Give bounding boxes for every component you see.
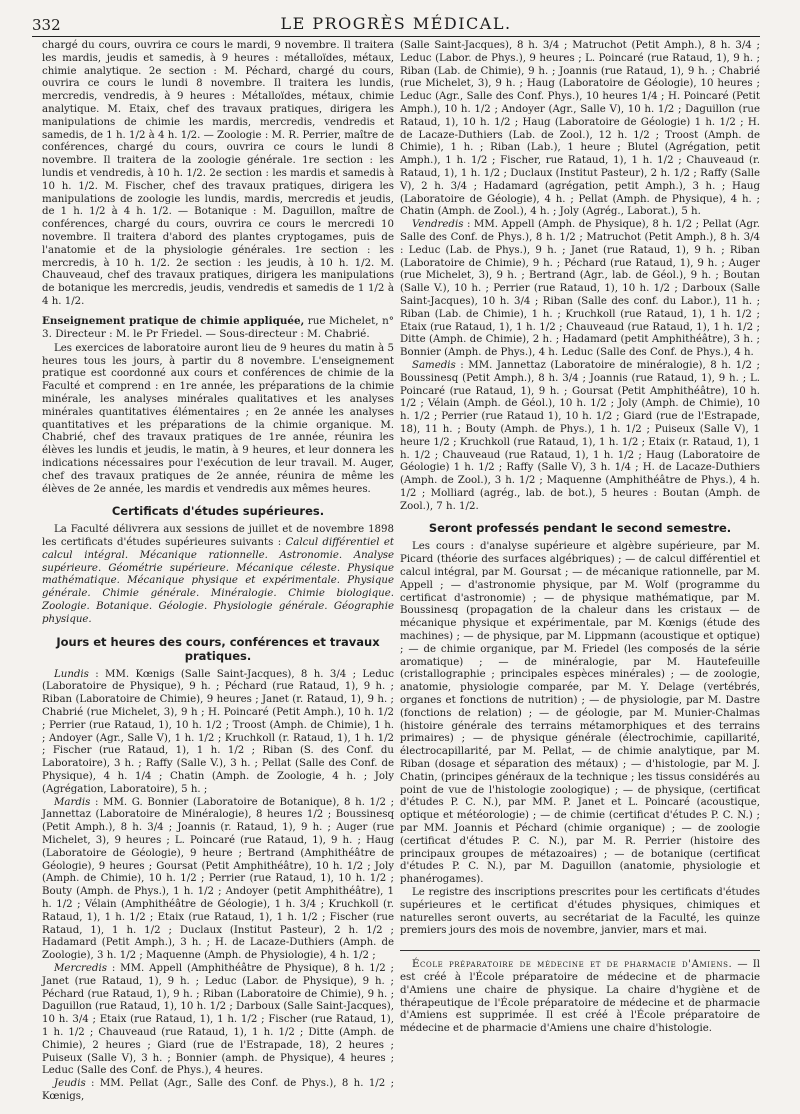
schedule-text-jeudis: : MM. Pellat (Agr., Salle des Conf. de Phys.), 8 h. 1/2 ; Kœnigs,: [42, 1078, 394, 1102]
schedule-jeudis: [42, 1078, 394, 1104]
schedule-samedis: [400, 360, 760, 514]
page-header: [32, 10, 760, 37]
schedule-vendredis: [400, 219, 760, 360]
day-label-jeudis: Jeudis: [54, 1078, 86, 1090]
page-number: 332: [32, 16, 61, 34]
paragraph-second-semestre: Les cours : d'analyse supérieure et algèbre supérieure, par M. Picard (théorie des surfaces algébriques) ; — de calcul différentiel et calcul intégral, par M. Goursat ; — de mécanique rationnelle, par M. Appell ; — d'astronomie physique, par M. Wolf (programme du certificat d'astronomie) ; — de physique mathématique, par M. Boussinesq (propagation de la chaleur dans les cristaux — de mécanique physique et expérimentale, par M. Kœnigs (étude des machines) ; — de physique, par M. Lippmann (acoustique et optique) ; — de chimie organique, par M. Friedel (les composés de la série aromatique) ; — de minéralogie, par M. Hautefeuille (cristallographie ; principales espèces minérales) ; — de zoologie, anatomie, physiologie comparée, par M. Y. Delage (vertébrés, organes et fonctions de nutrition) ; — de physiologie, par M. Dastre (fonctions de relation) ; — de géologie, par M. Munier-Chalmas (histoire générale des terrains métamorphiques et des terrains primaires) ; — de physique générale (électrochimie, capillarité, électrocapillarité, par M. Pellat, — de chimie analytique, par M. Riban (dosage et séparation des métaux) ; — d'histologie, par M. J. Chatin, (principes généraux de la technique ; les tissus considérés au point de vue de l'histologie zoologique) ; — de physique, (certificat d'études P. C. N.), par MM. P. Janet et L. Poincaré (acoustique, optique et météorologie) ; — de chimie (certificat d'études P. C. N.) ; par MM. Joannis et Péchard (chimie organique) ; — de zoologie (certificat d'études P. C. N.), par M. R. Perrier (histoire des principaux groupes de métazoaires) ; — de botanique (certificat d'études P. C. N.), par M. Daguillon (anatomie, physiologie et phanérogames).: [400, 541, 760, 886]
schedule-text-mardis: : MM. G. Bonnier (Laboratoire de Botanique), 8 h. 1/2 ; Jannettaz (Laboratoire de Minéralogie), 8 heures 1/2 ; Boussinesq (Petit Amph.), 8 h. 3/4 ; Joannis (r. Rataud, 1), 9 h. ; Auger (rue Michelet, 3), 9 heures ; L. Poincaré (rue Rataud, 1), 9 h. ; Haug (Laboratoire de Géologie), 9 heure ; Bertrand (Amphithéâtre de Géologie), 9 heures ; Goursat (Petit Amphithéâtre), 10 h. 1/2 ; Joly (Amph. de Chimie), 10 h. 1/2 ; Perrier (rue Rataud, 1), 10 h. 1/2 ; Bouty (Amph. de Phys.), 1 h. 1/2 ; Andoyer (petit Amphithéâtre), 1 h. 1/2 ; Vélain (Amphithéâtre de Géologie), 1 h. 3/4 ; Kruchkoll (r. Rataud, 1), 1 h. 1/2 ; Etaix (rue Rataud, 1), 1 h. 1/2 ; Fischer (rue Rataud, 1), 1 h. 1/2 ; Duclaux (Institut Pasteur), 2 h. 1/2 ; Hadamard (Petit Amph.), 3 h. ; H. de Lacaze-Duthiers (Amph. de Zoologie), 3 h. 1/2 ; Maquenne (Amph. de Physiologie), 4 h. 1/2 ;: [42, 796, 394, 962]
heading-chimie-title: Enseignement pratique de chimie appliquée,: [42, 314, 305, 327]
heading-certificats: Certificats d'études supérieures.: [111, 504, 325, 519]
day-label-mercredis: Mercredis: [54, 963, 107, 974]
day-label-vendredis: Vendredis: [412, 219, 464, 231]
section-divider: [400, 950, 760, 951]
paragraph-registre: Le registre des inscriptions prescrites pour les certificats d'études supérieures et le certificat d'études physiques, chimiques et naturelles seront ouverts, au secrétariat de la Faculté, les quinze premiers jours des mois de novembre, janvier, mars et mai.: [400, 887, 760, 937]
schedule-lundis: [42, 669, 394, 797]
ecole-text: — Il est créé à l'École préparatoire de médecine et de pharmacie d'Amiens une chaire de physique. La chaire d'hygiène et de thérapeutique de l'École préparatoire de médecine et de pharmacie d'Amiens est supprimée. Il est créé à l'École préparatoire de médecine et de pharmacie d'Amiens une chaire d'histologie.: [400, 959, 760, 1035]
paragraph-laboratoire: Les exercices de laboratoire auront lieu de 9 heures du matin à 5 heures tous les jours, à partir du 8 novembre. L'enseignement pratique est coordonné aux cours et conférences de chimie de la Faculté et comprend : en 1re année, les préparations de la chimie minérale, les analyses minérales qualitatives et les analyses minérales quantitatives élémentaires ; en 2e année les analyses quantitatives et les préparations de la chimie organique. M. Chabrié, chef des travaux pratiques de 1re année, réunira les élèves les lundis et jeudis, le matin, à 9 heures, et leur donnera les indications nécessaires pour l'exécution de leur travail. M. Auger, chef des travaux pratiques de 2e année, réunira de même les élèves de 2e année, les mardis et vendredis aux mêmes heures.: [42, 342, 394, 495]
day-label-mardis: Mardis: [54, 796, 91, 808]
heading-chimie-directors: rue Michelet, n° 3. Directeur : M. le Pr Friedel. — Sous-directeur : M. Chabrié.: [42, 314, 394, 340]
schedule-mercredis: [42, 963, 394, 1078]
schedule-text-mercredis: : MM. Appell (Amphithéâtre de Physique), 8 h. 1/2 ; Janet (rue Rataud, 1), 9 h. ; Leduc (Labor. de Physique), 9 h. ; Péchard (rue Rataud, 1), 9 h. ; Riban (Laboratoire de Chimie), 9 h. ; Daguillon (rue Rataud, 1), 10 h. 1/2 ; Darboux (Salle Saint-Jacques), 10 h. 3/4 ; Etaix (rue Rataud, 1), 1 h. 1/2 ; Fischer (rue Rataud, 1), 1 h. 1/2 ; Chauveaud (rue Rataud, 1), 1 h. 1/2 ; Ditte (Amph. de Chimie), 2 heures ; Giard (rue de l'Estrapade, 18), 2 heures ; Puiseux (Salle V), 3 h. ; Bonnier (amph. de Physique), 4 heures ; Leduc (Salle des Conf. de Phys.), 4 heures.: [42, 963, 394, 1077]
heading-jours-heures: Jours et heures des cours, conférences et travaux pratiques.: [56, 634, 380, 663]
certificats-list: Calcul différentiel et calcul intégral. Mécanique rationnelle. Astronomie. Analyse supérieure. Géométrie supérieure. Mécanique céleste. Physique mathématique. Mécanique physique et expérimentale. Physique générale. Chimie générale. Minéralogie. Chimie biologique. Zoologie. Botanique. Géologie. Physiologie générale. Géographie physique.: [42, 537, 394, 625]
paragraph-ecole-amiens: [400, 959, 760, 1036]
schedule-text-samedis: : MM. Jannettaz (Laboratoire de minéralogie), 8 h. 1/2 ; Boussinesq (Petit Amph.), 8 h. 3/4 ; Joannis (rue Rataud, 1), 9 h. ; L. Poincaré (rue Rataud, 1), 9 h. ; Goursat (Petit Amphithéâtre), 10 h. 1/2 ; Vélain (Amph. de Géol.), 10 h. 1/2 ; Joly (Amph. de Chimie), 10 h. 1/2 ; Perrier (rue Rataud 1), 10 h. 1/2 ; Giard (rue de l'Estrapade, 18), 11 h. ; Bouty (Amph. de Phys.), 1 h. 1/2 ; Puiseux (Salle V), 1 heure 1/2 ; Kruchkoll (rue Rataud, 1), 1 h. 1/2 ; Etaix (r. Rataud, 1), 1 h. 1/2 ; Chauveaud (rue Rataud, 1), 1 h. 1/2 ; Haug (Laboratoire de Géologie) 1 h. 1/2 ; Raffy (Salle V), 3 h. 1/4 ; H. de Lacaze-Duthiers (Amph. de Zool.), 3 h. 1/2 ; Maquenne (Amphithéâtre de Phys.), 4 h. 1/2 ; Molliard (agrég., lab. de bot.), 5 heures : Boutan (Amph. de Zool.), 7 h. 1/2.: [400, 359, 760, 512]
paragraph-courses: chargé du cours, ouvrira ce cours le mardi, 9 novembre. Il traitera les mardis, jeudis et samedis, à 9 heures : métalloïdes, métaux, chimie analytique. 2e section : M. Péchard, chargé du cours, ouvrira ce cours le lundi 8 novembre. Il traitera les lundis, mercredis, vendredis, à 9 heures : Métalloïdes, métaux, chimie analytique. M. Etaix, chef des travaux pratiques, dirigera les manipulations de chimie les mardis, mercredis, vendredis et samedis, de 1 h. 1/2 à 4 h. 1/2. — Zoologie : M. R. Perrier, maître de conférences, chargé du cours, ouvrira ce cours le lundi 8 novembre. Il traitera de la zoologie générale. 1re section : les lundis et vendredis, à 10 h. 1/2. 2e section : les mardis et samedis à 10 h. 1/2. M. Fischer, chef des travaux pratiques, dirigera les manipulations de zoologie les lundis, mardis, mercredis et jeudis, de 1 h. 1/2 à 4 h. 1/2. — Botanique : M. Daguillon, maître de conférences, chargé du cours, ouvrira ce cours le mercredi 10 novembre. Il traitera d'abord des plantes cryptogames, puis de l'anatomie et de la physiologie générales. 1re section : les mercredis, à 10 h. 1/2. 2e section : les jeudis, à 10 h. 1/2. M. Chauveaud, chef des travaux pratiques, dirigera les manipulations de botanique les mercredis, jeudis, vendredis et samedis de 1 1/2 à 4 h. 1/2.: [42, 40, 394, 307]
schedule-jeudis-continued: (Salle Saint-Jacques), 8 h. 3/4 ; Matruchot (Petit Amph.), 8 h. 3/4 ; Leduc (Labor. de Phys.), 9 heures ; L. Poincaré (rue Rataud, 1), 9 h. ; Riban (Lab. de Chimie), 9 h. ; Joannis (rue Rataud, 1), 9 h. ; Chabrié (rue Michelet, 3), 9 h. ; Haug (Laboratoire de Géologie), 10 heures ; Leduc (Agr., Salle des Conf. Phys.), 10 heures 1/4 ; H. Poincaré (Petit Amph.), 10 h. 1/2 ; Andoyer (Agr., Salle V), 10 h. 1/2 ; Daguillon (rue Rataud, 1), 10 h. 1/2 ; Haug (Laboratoire de Géologie) 1 h. 1/2 ; H. de Lacaze-Duthiers (Lab. de Zool.), 12 h. 1/2 ; Troost (Amph. de Chimie), 1 h. ; Riban (Lab.), 1 heure ; Blutel (Agrégation, petit Amph.), 1 h. 1/2 ; Fischer, rue Rataud, 1), 1 h. 1/2 ; Chauveaud (r. Rataud, 1), 1 h. 1/2 ; Duclaux (Institut Pasteur), 2 h. 1/2 ; Raffy (Salle V), 2 h. 3/4 ; Hadamard (agrégation, petit Amph.), 3 h. ; Haug (Laboratoire de Géologie), 4 h. ; Pellat (Amph. de Physique), 4 h. ; Chatin (Amph. de Zool.), 4 h. ; Joly (Agrég., Laborat.), 5 h.: [400, 40, 760, 218]
ecole-title: École préparatoire de médecine et de pharmacie d'Amiens.: [412, 959, 733, 971]
schedule-text-vendredis: : MM. Appell (Amph. de Physique), 8 h. 1/2 ; Pellat (Agr. Salle des Conf. de Phys.), 8 h. 1/2 ; Matruchot (Petit Amph.), 8 h. 3/4 : Leduc (Lab. de Phys.), 9 h. ; Janet (rue Rataud, 1), 9 h. ; Riban (Laboratoire de Chimie), 9 h. ; Péchard (rue Rataud, 1), 9 h. ; Auger (rue Michelet, 3), 9 h. ; Bertrand (Agr., lab. de Géol.), 9 h. ; Boutan (Salle V.), 10 h. ; Perrier (rue Rataud, 1), 10 h. 1/2 ; Darboux (Salle Saint-Jacques), 10 h. 3/4 ; Riban (Salle des conf. du Labor.), 11 h. ; Riban (Lab. de Chimie), 1 h. ; Kruchkoll (rue Rataud, 1), 1 h. 1/2 ; Etaix (rue Rataud, 1), 1 h. 1/2 ; Chauveaud (rue Rataud, 1), 1 h. 1/2 ; Ditte (Amph. de Chimie), 2 h. ; Hadamard (petit Amphithéâtre), 3 h. ; Bonnier (Amph. de Phys.), 4 h. Leduc (Salle des Conf. de Phys.), 4 h.: [400, 219, 760, 359]
left-column: [42, 40, 394, 1104]
journal-title: LE PROGRÈS MÉDICAL.: [280, 14, 512, 33]
schedule-text-lundis: : MM. Kœnigs (Salle Saint-Jacques), 8 h. 3/4 ; Leduc (Laboratoire de Physique), 9 h. ; Péchard (rue Rataud, 1), 9 h. ; Riban (Laboratoire de Chimie), 9 heures ; Janet (r. Rataud, 1), 9 h. ; Chabrié (rue Michelet, 3), 9 h ; H. Poincaré (Petit Amph.), 10 h. 1/2 ; Perrier (rue Rataud, 1), 10 h. 1/2 ; Troost (Amph. de Chimie), 1 h. ; Andoyer (Agr., Salle V), 1 h. 1/2 ; Kruchkoll (r. Rataud, 1), 1 h. 1/2 ; Fischer (rue Rataud, 1), 1 h. 1/2 ; Riban (S. des Conf. du Laboratoire), 3 h. ; Raffy (Salle V.), 3 h. ; Pellat (Salle des Conf. de Physique), 4 h. 1/4 ; Chatin (Amph. de Zoologie, 4 h. ; Joly (Agrégation, Laboratoire), 5 h. ;: [42, 668, 394, 795]
certificats-intro: La Faculté délivrera aux sessions de juillet et de novembre 1898 les certificats d'études supérieures suivants :: [42, 524, 394, 549]
paragraph-certificats: [42, 524, 394, 626]
heading-chimie-appliquee: [42, 315, 394, 341]
right-column: [400, 40, 760, 1036]
heading-second-semestre: Seront professés pendant le second semestre.: [428, 521, 732, 536]
day-label-samedis: Samedis: [412, 359, 456, 371]
schedule-mardis: [42, 797, 394, 963]
day-label-lundis: Lundis: [54, 668, 89, 680]
